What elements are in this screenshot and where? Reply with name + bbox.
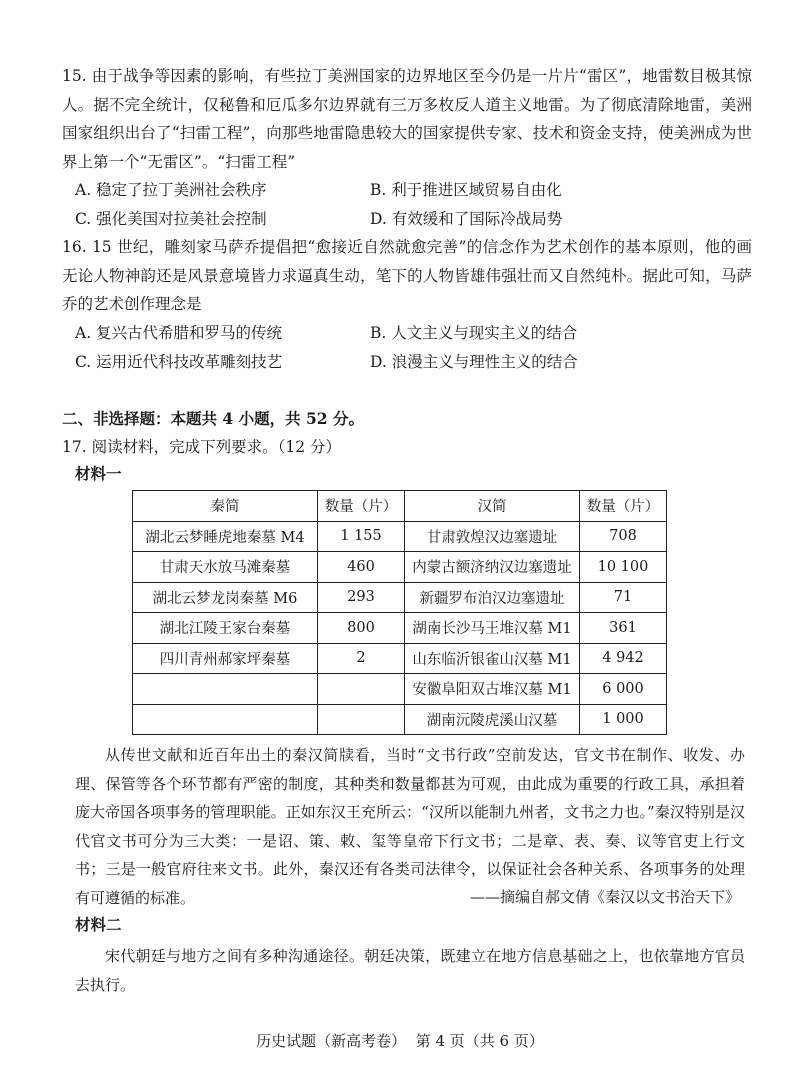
table-cell: 6 000	[580, 674, 667, 705]
table-row	[133, 521, 667, 552]
bamboo-slips-table	[132, 490, 667, 735]
table-row	[133, 704, 667, 735]
table-row	[133, 613, 667, 644]
table-header-row	[133, 491, 667, 522]
question-15-option-d: D. 有效缓和了国际冷战局势	[370, 210, 563, 228]
table-cell: 湖南沅陵虎溪山汉墓	[405, 704, 580, 735]
question-15-option-c: C. 强化美国对拉美社会控制	[75, 210, 267, 228]
question-16-option-a: A. 复兴古代希腊和罗马的传统	[75, 324, 283, 342]
table-cell: 新疆罗布泊汉边塞遗址	[405, 582, 580, 613]
table-cell: 800	[318, 613, 405, 644]
material-1-source: ——摘编自郝文倩《秦汉以文书治天下》	[469, 888, 740, 906]
page-footer: 历史试题（新高考卷） 第 4 页（共 6 页）	[256, 1032, 544, 1050]
table-cell: 湖南长沙马王堆汉墓 M1	[405, 613, 580, 644]
table-cell	[133, 704, 318, 735]
table-cell: 1 155	[318, 521, 405, 552]
table-cell	[318, 704, 405, 735]
table-cell	[318, 674, 405, 705]
question-17-stem: 17. 阅读材料，完成下列要求。（12 分）	[62, 438, 341, 456]
table-cell: 内蒙古额济纳汉边塞遗址	[405, 552, 580, 583]
table-row	[133, 674, 667, 705]
question-16-option-b: B. 人文主义与现实主义的结合	[370, 324, 578, 342]
table-cell: 甘肃天水放马滩秦墓	[133, 552, 318, 583]
table-cell: 361	[580, 613, 667, 644]
table-cell: 甘肃敦煌汉边塞遗址	[405, 521, 580, 552]
table-cell	[133, 674, 318, 705]
material-1-text: 从传世文献和近百年出土的秦汉简牍看，当时“文书行政”空前发达，官文书在制作、收发、办理、保管等各个环节都有严密的制度，其种类和数量都甚为可观，由此成为重要的行政工具，承担着庞大帝国各项事务的管理职能。正如东汉王充所云：“汉所以能制九州者，文书之力也。”秦汉特别是汉代官文书可分为三大类：一是诏、策、敕、玺等皇帝下行文书；二是章、表、奏、议等官吏上行文书；三是一般官府往来文书。此外，秦汉还有各类司法律令，以保证社会各种关系、各项事务的处理有可遵循的标准。	[75, 746, 745, 907]
table-cell: 2	[318, 643, 405, 674]
table-cell: 460	[318, 552, 405, 583]
table-row	[133, 643, 667, 674]
table-cell: 293	[318, 582, 405, 613]
table-header-han-count: 数量（片）	[580, 491, 667, 522]
table-cell: 四川青州郝家坪秦墓	[133, 643, 318, 674]
table-header-han-slips: 汉简	[405, 491, 580, 522]
question-15-option-a: A. 稳定了拉丁美洲社会秩序	[75, 181, 267, 199]
section-2-heading: 二、非选择题：本题共 4 小题，共 52 分。	[62, 409, 364, 428]
question-15-stem: 15. 由于战争等因素的影响，有些拉丁美洲国家的边界地区至今仍是一片片“雷区”，地雷数目极其惊人。据不完全统计，仅秘鲁和厄瓜多尔边界就有三万多枚反人道主义地雷。为了彻底清除地雷，美洲国家组织出台了“扫雷工程”，向那些地雷隐患较大的国家提供专家、技术和资金支持，使美洲成为世界上第一个“无雷区”。“扫雷工程”	[62, 67, 752, 171]
table-row	[133, 582, 667, 613]
question-16-option-d: D. 浪漫主义与理性主义的结合	[370, 353, 578, 371]
material-2-label: 材料二	[75, 915, 122, 934]
material-2-text: 宋代朝廷与地方之间有多种沟通途径。朝廷决策，既建立在地方信息基础之上，也依靠地方官员去执行。	[75, 947, 745, 994]
question-16-stem: 16. 15 世纪，雕刻家马萨乔提倡把“愈接近自然就愈完善”的信念作为艺术创作的基本原则，他的画无论人物神韵还是风景意境皆力求逼真生动，笔下的人物皆雄伟强壮而又自然纯朴。据此可知，马萨乔的艺术创作理念是	[62, 238, 752, 313]
table-row	[133, 552, 667, 583]
material-1-label: 材料一	[75, 464, 122, 483]
table-cell: 4 942	[580, 643, 667, 674]
question-16-option-c: C. 运用近代科技改革雕刻技艺	[75, 353, 283, 371]
question-15-option-b: B. 利于推进区域贸易自由化	[370, 181, 562, 199]
table-cell: 1 000	[580, 704, 667, 735]
table-cell: 安徽阜阳双古堆汉墓 M1	[405, 674, 580, 705]
table-cell: 708	[580, 521, 667, 552]
table-cell: 湖北江陵王家台秦墓	[133, 613, 318, 644]
table-header-qin-slips: 秦简	[133, 491, 318, 522]
table-cell: 山东临沂银雀山汉墓 M1	[405, 643, 580, 674]
table-cell: 71	[580, 582, 667, 613]
table-cell: 10 100	[580, 552, 667, 583]
table-cell: 湖北云梦龙岗秦墓 M6	[133, 582, 318, 613]
table-cell: 湖北云梦睡虎地秦墓 M4	[133, 521, 318, 552]
table-header-qin-count: 数量（片）	[318, 491, 405, 522]
